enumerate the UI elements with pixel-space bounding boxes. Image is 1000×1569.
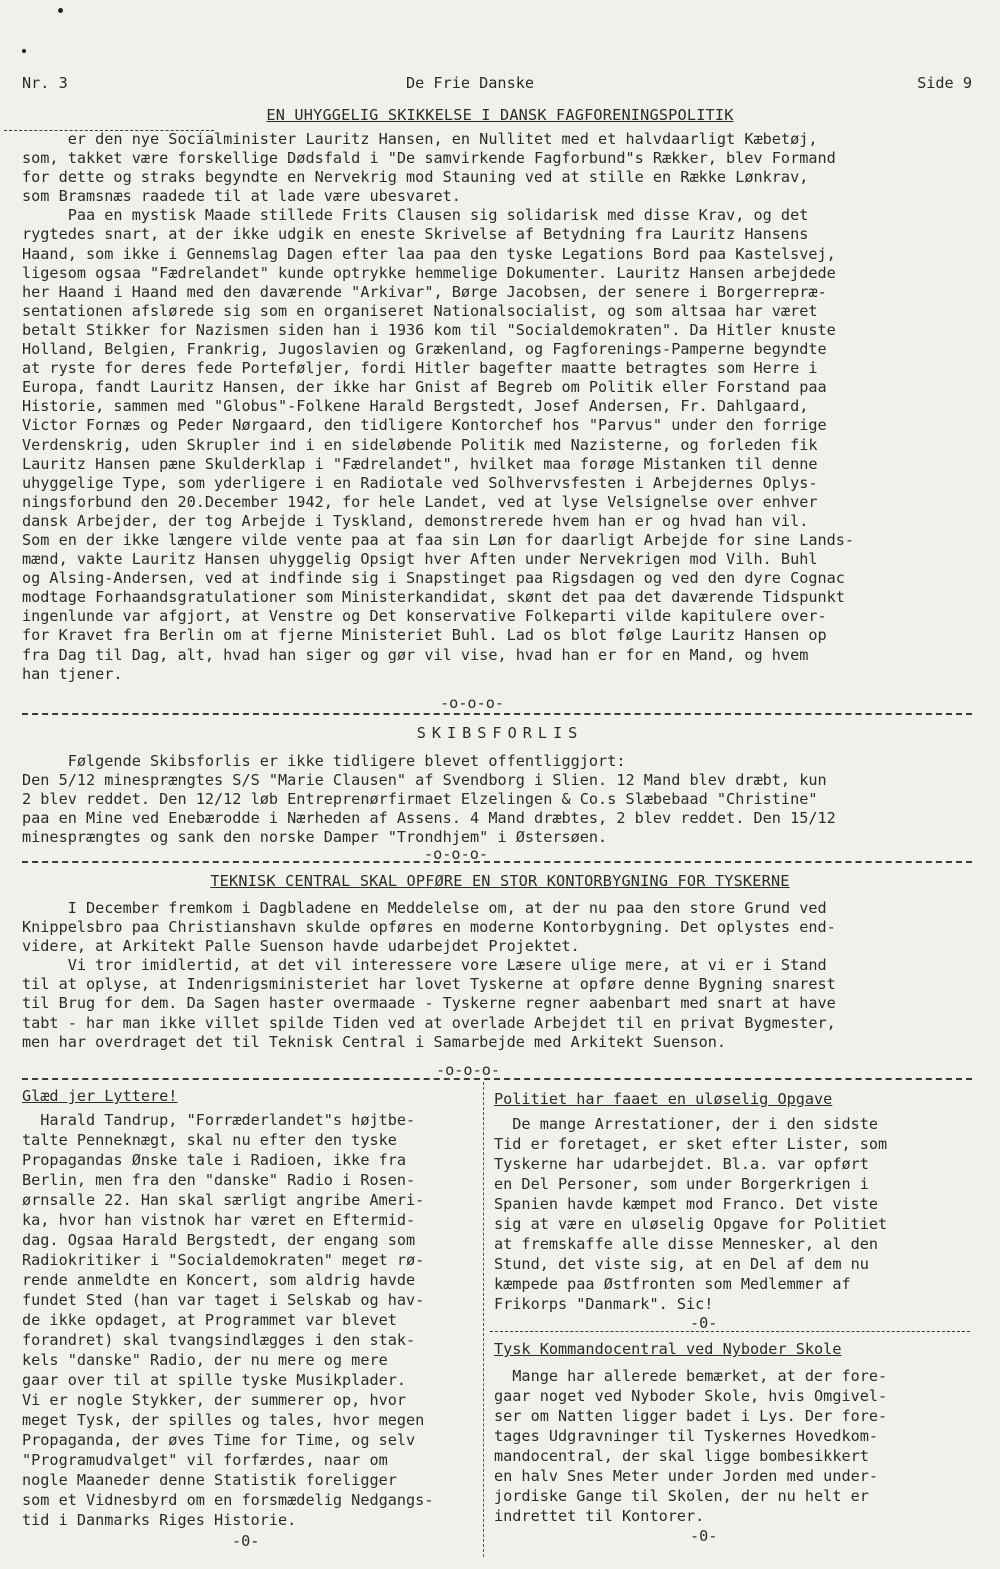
ink-dot	[22, 49, 26, 53]
text-line: Spanien havde kæmpet mod Franco. Det viste	[494, 1195, 879, 1213]
text-line: Mange har allerede bemærket, at der fore-	[494, 1367, 888, 1385]
text-line: en Del Personer, som under Borgerkrigen i	[494, 1175, 869, 1193]
text-line: uhyggelige Type, som yderligere i en Radiotale ved Solhvervsfesten i Arbejdernes Oplys-	[22, 473, 818, 492]
text-line: de ikke opdaget, at Programmet var blevet	[22, 1311, 397, 1329]
text-line: Tyskerne har udarbejdet. Bl.a. var opført	[494, 1155, 869, 1173]
text-line: men har overdraget det til Teknisk Central i Samarbejde med Arkitekt Suenson.	[22, 1032, 727, 1051]
text-line: tid i Danmarks Riges Historie.	[22, 1511, 297, 1529]
text-line: til Brug for dem. Da Sagen haster overmaade - Tyskerne regner aabenbart med snart at have	[22, 994, 836, 1013]
text-line: betalt Stikker for Nazismen siden han i 1936 kom til "Socialdemokraten". Da Hitler knuste	[22, 320, 836, 339]
text-line: ingenlunde var afgjort, at Venstre og Det konservative Folkeparti vilde kapitulere over-	[22, 607, 827, 626]
text-line: mandocentral, der skal ligge bombesikkert	[494, 1447, 869, 1465]
text-line: Knippelsbro paa Christianshavn skulde opføres en moderne Kontorbygning. Det oplystes end-	[22, 918, 836, 937]
text-line: til at oplyse, at Indenrigsministeriet har lovet Tyskerne at opføre denne Bygning snarest	[22, 975, 836, 994]
text-line: at ryste for deres fede Porteføljer, fordi Hitler bagefter maatte betragtes som Herre i	[22, 359, 818, 378]
text-line: for Kravet fra Berlin om at fjerne Ministeriet Buhl. Lad os blot følge Lauritz Hansen op	[22, 626, 827, 645]
text-line: kels "danske" Radio, der nu mere og mere	[22, 1351, 388, 1369]
column-body	[494, 1114, 974, 1314]
text-line: tages Udgravninger til Tyskernes Hovedkom-	[494, 1427, 879, 1445]
text-line: rygtedes snart, at der ikke udgik en eneste Skrivelse af Betydning fra Lauritz Hansens	[22, 225, 809, 244]
text-line: De mange Arrestationer, der i den sidste	[494, 1115, 879, 1133]
article-title: EN UHYGGELIG SKIKKELSE I DANSK FAGFORENINGSPOLITIK	[266, 106, 734, 124]
text-line: rende anmeldte en Koncert, som aldrig havde	[22, 1271, 416, 1289]
section-separator: -0-	[690, 1527, 718, 1545]
section-separator: -o-o-o-	[436, 1061, 501, 1079]
column-divider	[483, 1082, 484, 1557]
text-line: 2 blev reddet. Den 12/12 løb Entreprenørfirmaet Elzelingen & Co.s Slæbebaad "Christine"	[22, 790, 818, 809]
text-line: modtage Forhaandsgratulationer som Ministerkandidat, skønt det paa det daværende Tidspunkt	[22, 588, 845, 607]
text-line: gaar noget ved Nyboder Skole, hvis Omgivel-	[494, 1387, 888, 1405]
text-line: meget Tysk, der spilles og tales, hvor megen	[22, 1411, 425, 1429]
text-line: Holland, Belgien, Frankrig, Jugoslavien og Grækenland, og Fagforenings-Pamperne begyndte	[22, 340, 827, 359]
text-line: dansk Arbejder, der tog Arbejde i Tyskland, demonstrerede hvem han er og hvad han vil.	[22, 511, 809, 530]
text-line: ørnsalle 22. Han skal særligt angribe Ameri-	[22, 1191, 425, 1209]
page-number: Side 9	[917, 74, 972, 92]
ink-dot	[58, 8, 63, 13]
text-line: ningsforbund den 20.December 1942, for hele Landet, ved at lyse Velsignelse over enhver	[22, 492, 818, 511]
text-line: mænd, vakte Lauritz Hansen uhyggelig Opsigt hver Aften under Nervekrigen mod Vilh. Buhl	[22, 550, 818, 569]
text-line: minesprængtes og sank den norske Damper "Trondhjem" i Østersøen.	[22, 828, 608, 847]
text-line: tabt - har man ikke villet spilde Tiden ved at overlade Arbejdet til en privat Bygmester,	[22, 1013, 836, 1032]
column-body	[494, 1366, 974, 1526]
text-line: kæmpede paa Østfronten som Medlemmer af	[494, 1275, 851, 1293]
text-line: Frikorps "Danmark". Sic!	[494, 1295, 714, 1313]
text-line: at fremskaffe alle disse Mennesker, al den	[494, 1235, 879, 1253]
text-line: fra Dag til Dag, alt, hvad han siger og gør vil vise, hvad han er for en Mand, og hvem	[22, 645, 809, 664]
column-body	[22, 1110, 477, 1530]
text-line: for dette og straks begyndte en Nervekrig mod Stauning ved at stille en Række Lønkrav,	[22, 168, 809, 187]
article-title: TEKNISK CENTRAL SKAL OPFØRE EN STOR KONTORBYGNING FOR TYSKERNE	[210, 872, 790, 890]
text-line: som et Vidnesbyrd om en forsmædelig Nedgangs-	[22, 1491, 434, 1509]
text-line: Historie, sammen med "Globus"-Folkene Harald Bergstedt, Josef Andersen, Fr. Dahlgaard,	[22, 397, 809, 416]
text-line: Følgende Skibsforlis er ikke tidligere blevet offentliggjort:	[22, 752, 626, 770]
article-title: SKIBSFORLIS	[416, 724, 584, 742]
text-line: forandret) skal tvangsindlægges i den stak-	[22, 1331, 416, 1349]
text-line: nogle Maaneder denne Statistik foreligger	[22, 1471, 397, 1489]
text-line: her Haand i Haand med den daværende "Arkivar", Børge Jacobsen, der senere i Borgerrepræ-	[22, 282, 827, 301]
text-line: en halv Snes Meter under Jorden med under-	[494, 1467, 879, 1485]
section-separator: -0-	[232, 1532, 260, 1550]
section-separator: -o-o-o-	[424, 845, 489, 863]
text-line: ligesom ogsaa "Fædrelandet" kunde optrykke hemmelige Dokumenter. Lauritz Hansen arbejdede	[22, 263, 836, 282]
page-header	[22, 74, 972, 96]
text-line: Verdenskrig, uden Skrupler ind i en sideløbende Politik med Nazisterne, og forleden fik	[22, 435, 818, 454]
publication-title: De Frie Danske	[406, 74, 535, 92]
text-line: ka, hvor han vistnok har været en Eftermid-	[22, 1211, 416, 1229]
text-line: og Alsing-Andersen, ved at indfinde sig i Snapstinget paa Rigsdagen og ved den dyre Cognac	[22, 569, 845, 588]
text-line: Paa en mystisk Maade stillede Frits Clausen sig solidarisk med disse Krav, og det	[22, 206, 809, 225]
section-separator: -o-o-o-	[440, 694, 505, 712]
text-line: talte Penneknægt, skal nu efter den tyske	[22, 1131, 397, 1149]
divider	[490, 1331, 970, 1332]
text-line: sig at være en uløselig Opgave for Politiet	[494, 1215, 888, 1233]
text-line: Tid er foretaget, er sket efter Lister, som	[494, 1135, 888, 1153]
text-line: Som en der ikke længere vilde vente paa at faa sin Løn for daarligt Arbejde for sine Lands-	[22, 530, 855, 549]
text-line: fundet Sted (han var taget i Selskab og hav-	[22, 1291, 425, 1309]
text-line: Haand, som ikke i Gennemslag Dagen efter laa paa den tyske Legations Bord paa Kastelsvej,	[22, 244, 836, 263]
text-line: indrettet til Kontorer.	[494, 1507, 705, 1525]
text-line: er den nye Socialminister Lauritz Hansen, en Nullitet med et halvdaarligt Kæbetøj,	[22, 130, 818, 148]
text-line: I December fremkom i Dagbladene en Meddelelse om, at der nu paa den store Grund ved	[22, 899, 827, 917]
column-heading: Politiet har faaet en uløselig Opgave	[494, 1090, 833, 1108]
text-line: Den 5/12 minesprængtes S/S "Marie Clausen" af Svendborg i Slien. 12 Mand blev dræbt, kun	[22, 771, 827, 790]
article-body	[22, 899, 972, 1052]
article-body	[22, 130, 972, 684]
text-line: Harald Tandrup, "Forræderlandet"s højtbe-	[22, 1111, 416, 1129]
text-line: dag. Ogsaa Harald Bergstedt, der engang som	[22, 1231, 416, 1249]
text-line: Radiokritiker i "Socialdemokraten" meget rø-	[22, 1251, 425, 1269]
text-line: Vi er nogle Stykker, der summerer op, hvor	[22, 1391, 407, 1409]
text-line: gaar over til at spille tyske Musikplader.	[22, 1371, 407, 1389]
text-line: Propagandas Ønske tale i Radioen, ikke fra	[22, 1151, 407, 1169]
article-body	[22, 752, 972, 847]
text-line: jordiske Gange til Skolen, der nu helt er	[494, 1487, 869, 1505]
text-line: Vi tror imidlertid, at det vil interessere vore Læsere ulige mere, at vi er i Stand	[22, 956, 827, 975]
issue-number: Nr. 3	[22, 74, 68, 92]
divider	[22, 713, 972, 715]
text-line: "Programudvalget" vil forfærdes, naar om	[22, 1451, 388, 1469]
text-line: Berlin, men fra den "danske" Radio i Rosen-	[22, 1171, 416, 1189]
text-line: Europa, fandt Lauritz Hansen, der ikke har Gnist af Begreb om Politik eller Forstand paa	[22, 378, 827, 397]
text-line: som, takket være forskellige Dødsfald i "De samvirkende Fagforbund"s Rækker, blev Formand	[22, 149, 836, 168]
text-line: Propaganda, der øves Time for Time, og selv	[22, 1431, 416, 1449]
column-heading: Tysk Kommandocentral ved Nyboder Skole	[494, 1340, 842, 1358]
text-line: ser om Natten ligger badet i Lys. Der fore-	[494, 1407, 888, 1425]
text-line: paa en Mine ved Enebærodde i Nærheden af Assens. 4 Mand dræbtes, 2 blev reddet. Den 15/12	[22, 809, 836, 828]
divider	[22, 861, 972, 863]
column-heading: Glæd jer Lyttere!	[22, 1087, 178, 1105]
text-line: han tjener.	[22, 664, 123, 683]
divider	[22, 1078, 972, 1080]
text-line: som Bramsnæs raadede til at lade være ubesvaret.	[22, 187, 461, 206]
text-line: Lauritz Hansen pæne Skulderklap i "Fædrelandet", hvilket maa forøge Mistanken til denne	[22, 454, 818, 473]
text-line: videre, at Arkitekt Palle Suenson havde udarbejdet Projektet.	[22, 937, 580, 956]
text-line: Victor Fornæs og Peder Nørgaard, den tidligere Kontorchef hos "Parvus" under den forrige	[22, 416, 827, 435]
text-line: sentationen afslørede sig som en organiseret Nationalsocialist, og som altsaa har været	[22, 301, 818, 320]
text-line: Stund, det viste sig, at en Del af dem nu	[494, 1255, 869, 1273]
section-separator: -0-	[690, 1314, 718, 1332]
